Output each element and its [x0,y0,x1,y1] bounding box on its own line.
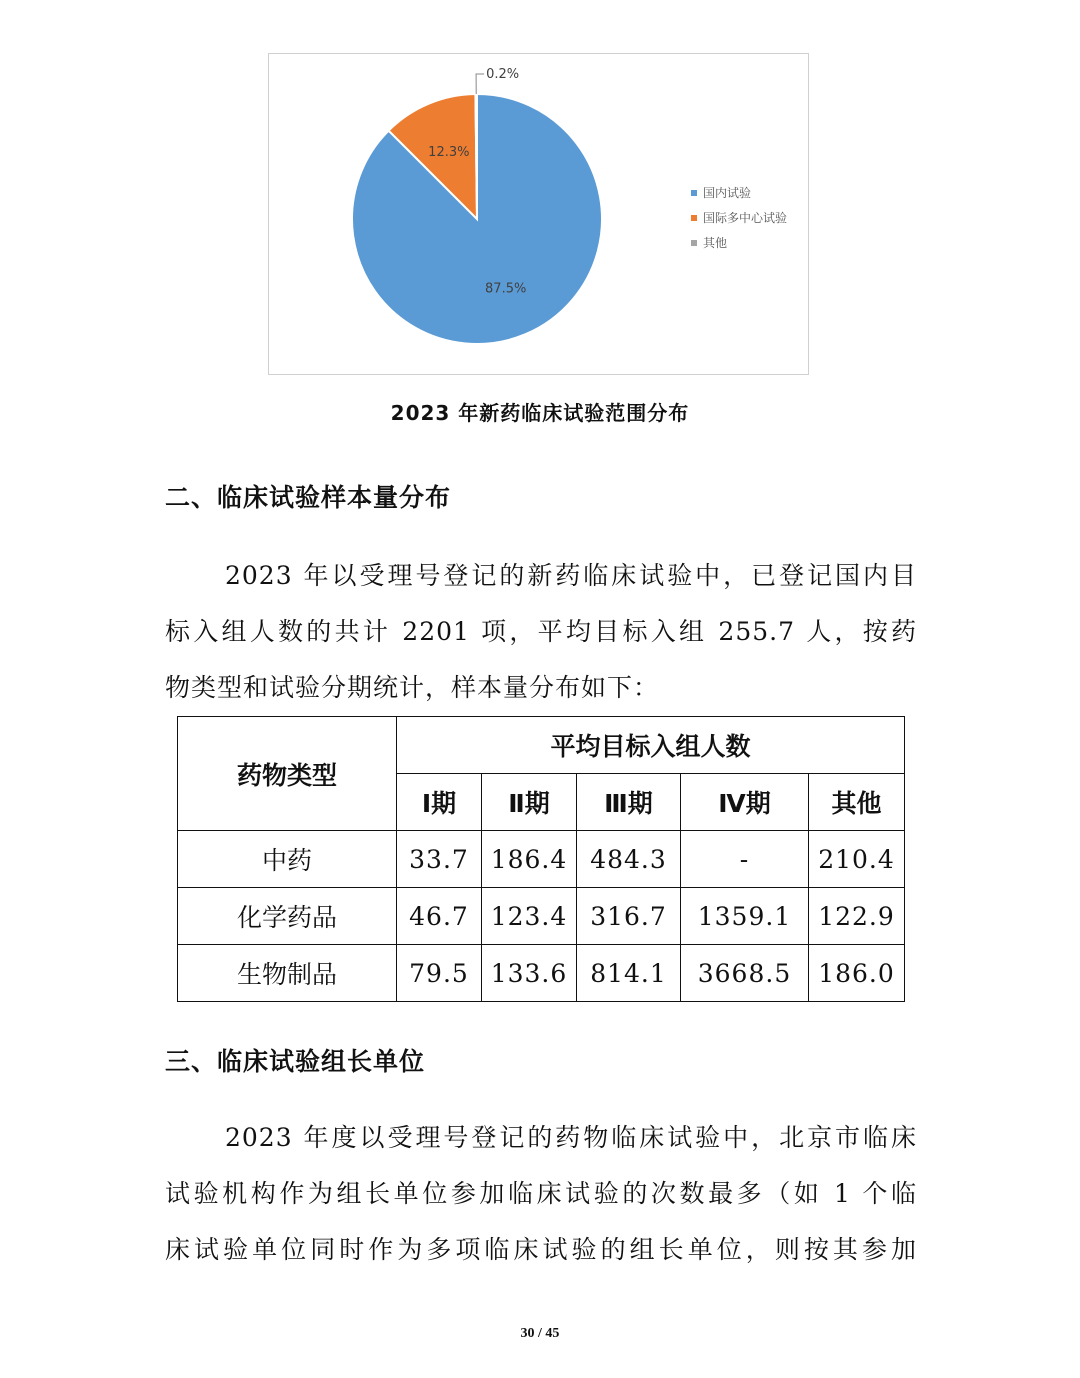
legend-item [691,180,787,205]
paragraph-line: 试验机构作为组长单位参加临床试验的次数最多（如 1 个临 [165,1179,917,1208]
figure-caption: 2023 年新药临床试验范围分布 [390,401,690,425]
column-header: 其他 [809,774,905,831]
paragraph-line: 标入组人数的共计 2201 项，平均目标入组 255.7 人，按药 [165,617,917,646]
section-heading: 三、临床试验组长单位 [165,1047,426,1076]
row-label: 中药 [178,831,397,888]
table-cell: 33.7 [397,831,482,888]
table-cell: 186.4 [482,831,577,888]
table-cell: 3668.5 [681,945,809,1002]
paragraph-line: 2023 年度以受理号登记的药物临床试验中，北京市临床 [225,1123,917,1152]
table-cell: - [681,831,809,888]
paragraph-line: 物类型和试验分期统计，样本量分布如下： [165,673,660,702]
table-cell: 484.3 [577,831,681,888]
legend-swatch [691,240,697,246]
pie-chart [268,53,809,375]
paragraph-line: 床试验单位同时作为多项临床试验的组长单位，则按其参加 [165,1235,917,1264]
legend-label: 国内试验 [703,186,752,200]
table-cell: 210.4 [809,831,905,888]
table-cell: 133.6 [482,945,577,1002]
paragraph [165,548,917,716]
legend-label: 国际多中心试验 [703,211,788,225]
section-heading: 二、临床试验样本量分布 [165,483,452,512]
legend-label: 其他 [703,236,728,250]
paragraph-line: 2023 年以受理号登记的新药临床试验中，已登记国内目 [225,561,917,590]
leader-line [476,74,484,94]
row-label: 生物制品 [178,945,397,1002]
column-header: Ⅰ期 [397,774,482,831]
table-cell: 123.4 [482,888,577,945]
table-row [178,831,905,888]
table-row [178,945,905,1002]
column-header: Ⅱ期 [482,774,577,831]
row-label: 化学药品 [178,888,397,945]
legend-item [691,205,787,230]
table-cell: 46.7 [397,888,482,945]
table-cell: 122.9 [809,888,905,945]
table-cell: 186.0 [809,945,905,1002]
table-cell: 79.5 [397,945,482,1002]
column-header: Ⅲ期 [577,774,681,831]
table-cell: 814.1 [577,945,681,1002]
legend-item [691,230,787,255]
column-header: Ⅳ期 [681,774,809,831]
table-row [178,888,905,945]
table-corner-header: 药物类型 [178,717,397,831]
pie-data-label: 87.5% [485,281,527,297]
sample-size-table [177,716,905,1002]
legend-swatch [691,215,697,221]
legend-swatch [691,190,697,196]
table-group-header: 平均目标入组人数 [397,717,905,774]
table-cell: 1359.1 [681,888,809,945]
chart-legend [691,180,787,255]
pie-data-label: 12.3% [428,145,470,161]
pie-data-label: 0.2% [486,67,520,83]
paragraph [165,1110,917,1278]
table-cell: 316.7 [577,888,681,945]
page-number: 30 / 45 [520,1326,560,1341]
